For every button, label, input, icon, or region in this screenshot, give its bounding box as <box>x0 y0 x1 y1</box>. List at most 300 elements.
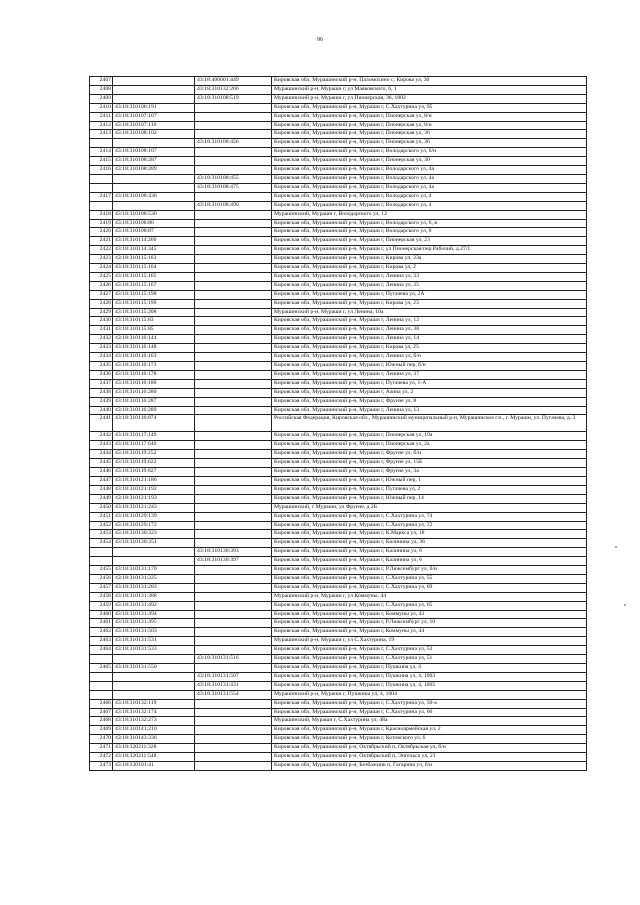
address-cell: Кировская обл, Мурашинский р-н, Мураши г, С.Хахтурина ул, 51 <box>272 655 587 664</box>
row-number-cell: 2425 <box>90 272 113 281</box>
row-number-cell: 2426 <box>90 281 113 290</box>
address-cell: Мурашинский р-н, Мураши г, ул Коммуны, 44 <box>272 592 587 601</box>
table-row <box>90 272 587 281</box>
row-number-cell: 2421 <box>90 237 113 246</box>
old-cadastral-cell: 43:18:310107:107 <box>113 112 195 121</box>
address-cell: Кировская обл, Мурашинский р-н, Мураши г, Кирова ул, 23а <box>272 255 587 264</box>
address-cell: Кировская обл, Мурашинский р-н, Мураши г, Володарского ул, 4а <box>272 183 587 192</box>
old-cadastral-cell: 43:18:310121:186 <box>113 476 195 485</box>
new-cadastral-cell <box>195 353 272 362</box>
address-cell: Кировская обл, Мурашинский р-н, Мураши г, Фрунзе ул, 15Б <box>272 459 587 468</box>
old-cadastral-cell: 43:18:310132:174 <box>113 708 195 717</box>
old-cadastral-cell: 43:18:310108:436 <box>113 192 195 201</box>
address-cell: Кировская обл, Мурашинский р-н, Мураши г, Калинина ул, 36 <box>272 539 587 548</box>
address-cell: Мурашинский, Мураши г, Володарского ул, 12 <box>272 210 587 219</box>
table-row <box>90 335 587 344</box>
table-row <box>90 530 587 539</box>
address-cell: Кировская обл, Мурашинский р-н, Октябрьский п, Октябрьская ул, б/н <box>272 744 587 753</box>
old-cadastral-cell: 43:18:310115:198 <box>113 290 195 299</box>
row-number-cell: 2415 <box>90 157 113 166</box>
row-number-cell: 2417 <box>90 192 113 201</box>
scan-speck <box>624 604 626 606</box>
new-cadastral-cell <box>195 708 272 717</box>
address-cell: Кировская обл, Мурашинский р-н, Мураши г, Пионерская ул, 8/н <box>272 112 587 121</box>
row-number-cell <box>90 139 113 148</box>
old-cadastral-cell: 43:18:310116:874 <box>113 415 195 432</box>
table-row <box>90 761 587 770</box>
old-cadastral-cell: 43:18:310131:170 <box>113 566 195 575</box>
new-cadastral-cell <box>195 192 272 201</box>
table-row <box>90 166 587 175</box>
table-row <box>90 121 587 130</box>
table-row <box>90 450 587 459</box>
row-number-cell: 2407 <box>90 77 113 86</box>
new-cadastral-cell <box>195 406 272 415</box>
old-cadastral-cell: 43:18:310119:622 <box>113 459 195 468</box>
new-cadastral-cell <box>195 592 272 601</box>
old-cadastral-cell: 43:18:320211:548 <box>113 753 195 762</box>
new-cadastral-cell <box>195 210 272 219</box>
row-number-cell <box>90 681 113 690</box>
row-number-cell: 2437 <box>90 379 113 388</box>
row-number-cell: 2455 <box>90 566 113 575</box>
old-cadastral-cell: 43:18:310108:102 <box>113 130 195 139</box>
table-row <box>90 290 587 299</box>
old-cadastral-cell: 43:18:310129:172 <box>113 521 195 530</box>
table-row <box>90 192 587 201</box>
table-row <box>90 388 587 397</box>
old-cadastral-cell: 43:18:310114:260 <box>113 237 195 246</box>
row-number-cell: 2469 <box>90 726 113 735</box>
old-cadastral-cell: 43:18:310116:173 <box>113 362 195 371</box>
old-cadastral-cell: 43:18:310141:210 <box>113 726 195 735</box>
row-number-cell: 2414 <box>90 148 113 157</box>
address-cell: Кировская обл, Мурашинский р-н, Мураши г, Ленина ул, 38 <box>272 326 587 335</box>
old-cadastral-cell: 43:18:310119:252 <box>113 450 195 459</box>
table-row <box>90 494 587 503</box>
old-cadastral-cell: 43:18:310143:336 <box>113 735 195 744</box>
address-cell: Кировская обл, Мурашинский р-н, Мураши г, Кирова ул, 2 <box>272 264 587 273</box>
row-number-cell: 2468 <box>90 717 113 726</box>
address-cell: Кировская обл, Мурашинский р-н, Мураши г, Фрунзе ул, б/н <box>272 450 587 459</box>
table-row <box>90 219 587 228</box>
row-number-cell: 2471 <box>90 744 113 753</box>
new-cadastral-cell <box>195 610 272 619</box>
old-cadastral-cell: 43:18:310131:550 <box>113 664 195 673</box>
old-cadastral-cell <box>113 139 195 148</box>
table-row <box>90 353 587 362</box>
table-row <box>90 94 587 103</box>
new-cadastral-cell <box>195 112 272 121</box>
new-cadastral-cell <box>195 148 272 157</box>
table-row <box>90 637 587 646</box>
row-number-cell: 2472 <box>90 753 113 762</box>
address-cell: Кировская обл, Мурашинский р-н, Мураши г, Кирова ул, 25 <box>272 344 587 353</box>
new-cadastral-cell: 43:18:400601:449 <box>195 77 272 86</box>
address-cell: Кировская обл, Мурашинский р-н, Мураши г, Пионерская ул, 8/н <box>272 121 587 130</box>
old-cadastral-cell <box>113 85 195 94</box>
address-cell: Кировская обл, Мурашинский р-н, Мураши г, Володарского ул, 4 <box>272 201 587 210</box>
new-cadastral-cell <box>195 699 272 708</box>
new-cadastral-cell <box>195 494 272 503</box>
address-cell: Мурашинский р-н, Мураши г, ул Пионерская, 36, 1002 <box>272 94 587 103</box>
new-cadastral-cell <box>195 726 272 735</box>
new-cadastral-cell: 43:18:310130:393 <box>195 548 272 557</box>
new-cadastral-cell <box>195 228 272 237</box>
row-number-cell: 2462 <box>90 628 113 637</box>
table-row <box>90 601 587 610</box>
address-cell: Кировская обл, Мурашинский р-н, Мураши г, С.Хахтурина ул, 74 <box>272 512 587 521</box>
old-cadastral-cell: 43:18:310108:107 <box>113 148 195 157</box>
new-cadastral-cell <box>195 619 272 628</box>
address-cell: Кировская обл, Мурашинский р-н, Мураши г, Коммуны ул, 43 <box>272 610 587 619</box>
old-cadastral-cell <box>113 690 195 699</box>
address-cell: Кировская обл, Мурашинский р-н, Мураши г, Р.Люксембург ул, 10 <box>272 619 587 628</box>
row-number-cell: 2416 <box>90 166 113 175</box>
table-row <box>90 592 587 601</box>
old-cadastral-cell: 43:18:310108:289 <box>113 166 195 175</box>
old-cadastral-cell: 43:18:310121:243 <box>113 503 195 512</box>
new-cadastral-cell <box>195 468 272 477</box>
row-number-cell: 2452 <box>90 521 113 530</box>
old-cadastral-cell <box>113 557 195 566</box>
old-cadastral-cell: 43:18:310116:148 <box>113 344 195 353</box>
address-cell: Кировская обл, Мурашинский р-н, Мураши г, Р.Люксембург ул, б/н <box>272 566 587 575</box>
row-number-cell: 2439 <box>90 397 113 406</box>
address-cell: Кировская обл, Мурашинский р-н, Мураши г, С.Хахтурина ул, 53 <box>272 646 587 655</box>
address-cell: Кировская обл, Мурашинский р-н, Мураши г, С.Хахтурина ул, 66 <box>272 708 587 717</box>
table-row <box>90 201 587 210</box>
table-row <box>90 362 587 371</box>
old-cadastral-cell: 43:18:310116:287 <box>113 397 195 406</box>
table-row <box>90 512 587 521</box>
address-cell: Кировская обл, Мурашинский р-н, Мураши г, Пионерская ул, 36 <box>272 139 587 148</box>
table-row <box>90 735 587 744</box>
table-row <box>90 655 587 664</box>
row-number-cell <box>90 183 113 192</box>
row-number-cell: 2431 <box>90 326 113 335</box>
row-number-cell: 2457 <box>90 583 113 592</box>
old-cadastral-cell: 43:18:310106:191 <box>113 103 195 112</box>
row-number-cell: 2433 <box>90 344 113 353</box>
new-cadastral-cell: 43:18:310131:431 <box>195 681 272 690</box>
old-cadastral-cell: 43:18:310129:139 <box>113 512 195 521</box>
old-cadastral-cell: 43:18:310115:167 <box>113 281 195 290</box>
row-number-cell: 2408 <box>90 85 113 94</box>
table-row <box>90 77 587 86</box>
table-row <box>90 148 587 157</box>
new-cadastral-cell <box>195 121 272 130</box>
address-cell: Кировская обл, Мурашинский р-н, Мураши г, Володарского ул, 6/н <box>272 148 587 157</box>
row-number-cell: 2454 <box>90 539 113 548</box>
old-cadastral-cell: 43:18:310108:86 <box>113 219 195 228</box>
address-cell: Кировская обл, Мурашинский р-н, Паломохино с, Кирова ул, 30 <box>272 77 587 86</box>
table-row <box>90 255 587 264</box>
row-number-cell: 2430 <box>90 317 113 326</box>
new-cadastral-cell: 43:18:310108:475 <box>195 183 272 192</box>
old-cadastral-cell: 43:18:310116:178 <box>113 370 195 379</box>
registry-table-body <box>90 77 587 771</box>
table-row <box>90 326 587 335</box>
row-number-cell: 2443 <box>90 441 113 450</box>
address-cell: Кировская обл, Мурашинский р-н, Мураши г, Ленина ул, 14 <box>272 335 587 344</box>
row-number-cell: 2470 <box>90 735 113 744</box>
table-row <box>90 744 587 753</box>
new-cadastral-cell <box>195 503 272 512</box>
address-cell: Кировская обл, Мурашинский р-н, Мураши г, Азина ул, 2 <box>272 388 587 397</box>
address-cell: Кировская обл, Мурашинский р-н, Мураши г, Ленина ул, 33 <box>272 272 587 281</box>
address-cell: Кировская обл, Мурашинский р-н, Мураши г, Пионерская ул, 30 <box>272 157 587 166</box>
table-row <box>90 610 587 619</box>
address-cell: Кировская обл, Мурашинский р-н, Мураши г, Калинина ул, 6 <box>272 557 587 566</box>
table-row <box>90 459 587 468</box>
old-cadastral-cell: 43:18:310116:180 <box>113 379 195 388</box>
address-cell: Мурашинский, г Мураши, ул Фрунзе, д 2Б <box>272 503 587 512</box>
old-cadastral-cell: 43:18:310115:164 <box>113 264 195 273</box>
address-cell: Кировская обл, Мурашинский р-н, Мураши г, Ленина ул, 13 <box>272 406 587 415</box>
address-cell: Кировская обл, Мурашинский р-н, Мураши г, Красноармейская ул, 2 <box>272 726 587 735</box>
row-number-cell: 2449 <box>90 494 113 503</box>
new-cadastral-cell <box>195 219 272 228</box>
new-cadastral-cell <box>195 459 272 468</box>
old-cadastral-cell: 43:18:310115:199 <box>113 299 195 308</box>
table-row <box>90 246 587 255</box>
table-row <box>90 441 587 450</box>
address-cell: Кировская обл, Мурашинский р-н, Мураши г, Пугачева ул, 2А <box>272 290 587 299</box>
new-cadastral-cell <box>195 264 272 273</box>
table-row <box>90 299 587 308</box>
new-cadastral-cell <box>195 539 272 548</box>
row-number-cell: 2410 <box>90 103 113 112</box>
row-number-cell: 2456 <box>90 574 113 583</box>
table-row <box>90 308 587 317</box>
row-number-cell: 2438 <box>90 388 113 397</box>
old-cadastral-cell: 43:18:320211:328 <box>113 744 195 753</box>
table-row <box>90 699 587 708</box>
new-cadastral-cell <box>195 646 272 655</box>
row-number-cell: 2466 <box>90 699 113 708</box>
address-cell: Кировская обл, Мурашинский р-н, Мураши г, Ленина ул, б/н <box>272 353 587 362</box>
address-cell: Мурашинский, Мураши г, С.Хахтурина ул, 48а <box>272 717 587 726</box>
page-number: 96 <box>317 37 323 43</box>
old-cadastral-cell <box>113 183 195 192</box>
new-cadastral-cell <box>195 237 272 246</box>
table-row <box>90 264 587 273</box>
address-cell: Кировская обл, Мурашинский р-н, Мураши г, С.Хахтурина ул, 55 <box>272 574 587 583</box>
old-cadastral-cell: 43:18:310117:640 <box>113 441 195 450</box>
old-cadastral-cell: 43:18:310108:530 <box>113 210 195 219</box>
new-cadastral-cell <box>195 628 272 637</box>
old-cadastral-cell: 43:18:310116:289 <box>113 406 195 415</box>
address-cell: Кировская обл, Мурашинский р-н, Мураши г, С.Хахтурина ул, 65 <box>272 601 587 610</box>
row-number-cell: 2411 <box>90 112 113 121</box>
table-row <box>90 370 587 379</box>
table-row <box>90 139 587 148</box>
old-cadastral-cell: 43:18:310121:192 <box>113 485 195 494</box>
table-row <box>90 646 587 655</box>
table-row <box>90 432 587 441</box>
new-cadastral-cell <box>195 566 272 575</box>
table-row <box>90 503 587 512</box>
row-number-cell: 2429 <box>90 308 113 317</box>
address-cell: Кировская обл, Мурашинский р-н, Мураши г, Южный пер, б/н <box>272 362 587 371</box>
row-number-cell: 2461 <box>90 619 113 628</box>
address-cell: Кировская обл, Мурашинский р-н, Мураши г, Пионерская ул, 2а <box>272 441 587 450</box>
old-cadastral-cell: 43:18:310117:149 <box>113 432 195 441</box>
row-number-cell: 2460 <box>90 610 113 619</box>
table-row <box>90 574 587 583</box>
new-cadastral-cell <box>195 344 272 353</box>
table-row <box>90 583 587 592</box>
new-cadastral-cell <box>195 335 272 344</box>
address-cell: Кировская обл, Мурашинский р-н, Безбожник п, Гагарина ул, б/н <box>272 761 587 770</box>
new-cadastral-cell <box>195 485 272 494</box>
table-row <box>90 317 587 326</box>
row-number-cell: 2458 <box>90 592 113 601</box>
row-number-cell: 2465 <box>90 664 113 673</box>
new-cadastral-cell: 43:18:310131:507 <box>195 672 272 681</box>
address-cell: Кировская обл, Мурашинский р-н, Мураши г, Пугачева ул, 2 <box>272 485 587 494</box>
address-cell: Мурашинский р-н, Мураши г, ул Маяковского, 6, 1 <box>272 85 587 94</box>
table-row <box>90 690 587 699</box>
row-number-cell <box>90 548 113 557</box>
old-cadastral-cell: 43:18:310132:119 <box>113 699 195 708</box>
new-cadastral-cell <box>195 362 272 371</box>
old-cadastral-cell: 43:18:310108:287 <box>113 157 195 166</box>
old-cadastral-cell: 43:18:310114:345 <box>113 246 195 255</box>
row-number-cell: 2424 <box>90 264 113 273</box>
row-number-cell: 2440 <box>90 406 113 415</box>
old-cadastral-cell: 43:18:310131:495 <box>113 619 195 628</box>
address-cell: Кировская обл, Мурашинский р-н, Мураши г, С.Хахтурина ул, 72 <box>272 521 587 530</box>
old-cadastral-cell: 43:18:310107:110 <box>113 121 195 130</box>
table-row <box>90 210 587 219</box>
new-cadastral-cell <box>195 272 272 281</box>
new-cadastral-cell <box>195 308 272 317</box>
row-number-cell: 2427 <box>90 290 113 299</box>
new-cadastral-cell <box>195 441 272 450</box>
row-number-cell <box>90 174 113 183</box>
table-row <box>90 708 587 717</box>
address-cell: Кировская обл, Мурашинский р-н, Мураши г, Калинина ул, 6 <box>272 548 587 557</box>
row-number-cell: 2409 <box>90 94 113 103</box>
old-cadastral-cell: 43:18:310130:323 <box>113 530 195 539</box>
row-number-cell: 2418 <box>90 210 113 219</box>
table-row <box>90 548 587 557</box>
old-cadastral-cell <box>113 174 195 183</box>
address-cell: Кировская обл, Мурашинский р-н, Мураши г, С.Хахтурина ул, 50-а <box>272 699 587 708</box>
new-cadastral-cell: 43:18:310108:519 <box>195 94 272 103</box>
row-number-cell: 2444 <box>90 450 113 459</box>
table-row <box>90 130 587 139</box>
table-row <box>90 476 587 485</box>
new-cadastral-cell <box>195 637 272 646</box>
table-row <box>90 112 587 121</box>
table-row <box>90 174 587 183</box>
address-cell: Кировская обл, Мурашинский р-н, Мураши г, Пионерская ул, 23 <box>272 237 587 246</box>
address-cell: Кировская обл, Мурашинский р-н, Октябрьский п, Энгельса ул, 21 <box>272 753 587 762</box>
old-cadastral-cell <box>113 655 195 664</box>
table-row <box>90 619 587 628</box>
new-cadastral-cell <box>195 388 272 397</box>
old-cadastral-cell: 43:18:310115:165 <box>113 272 195 281</box>
row-number-cell <box>90 201 113 210</box>
new-cadastral-cell: 43:18:310132:266 <box>195 85 272 94</box>
address-cell: Кировская обл, Мурашинский р-н, Мураши г, Южный пер, 14 <box>272 494 587 503</box>
new-cadastral-cell <box>195 379 272 388</box>
new-cadastral-cell: 43:18:310131:516 <box>195 655 272 664</box>
row-number-cell: 2423 <box>90 255 113 264</box>
row-number-cell: 2442 <box>90 432 113 441</box>
new-cadastral-cell <box>195 281 272 290</box>
old-cadastral-cell: 43:18:310116:280 <box>113 388 195 397</box>
new-cadastral-cell <box>195 512 272 521</box>
old-cadastral-cell: 43:18:310115:85 <box>113 326 195 335</box>
old-cadastral-cell: 43:18:310130:351 <box>113 539 195 548</box>
address-cell: Кировская обл, Мурашинский р-н, Мураши г, Володарского ул, 4 <box>272 192 587 201</box>
row-number-cell: 2428 <box>90 299 113 308</box>
old-cadastral-cell <box>113 548 195 557</box>
new-cadastral-cell <box>195 103 272 112</box>
address-cell: Кировская обл, Мурашинский р-н, Мураши г, Володарского ул, 4а <box>272 174 587 183</box>
table-row <box>90 672 587 681</box>
table-row <box>90 103 587 112</box>
old-cadastral-cell: 43:18:310116:144 <box>113 335 195 344</box>
table-row <box>90 157 587 166</box>
address-cell: Кировская обл, Мурашинский р-н, Мураши г, Пушкина ул, 4 <box>272 664 587 673</box>
table-row <box>90 183 587 192</box>
address-cell: Кировская обл, Мурашинский р-н, Мураши г, К.Маркса ул, 18 <box>272 530 587 539</box>
new-cadastral-cell <box>195 761 272 770</box>
new-cadastral-cell <box>195 583 272 592</box>
row-number-cell: 2432 <box>90 335 113 344</box>
new-cadastral-cell <box>195 574 272 583</box>
old-cadastral-cell: 43:18:310131:533 <box>113 646 195 655</box>
address-cell: Кировская обл, Мурашинский р-н, Мураши г, Южный пер, 1 <box>272 476 587 485</box>
address-cell: Кировская обл, Мурашинский р-н, Мураши г, Ленина ул, 25 <box>272 281 587 290</box>
table-row <box>90 406 587 415</box>
row-number-cell: 2445 <box>90 459 113 468</box>
address-cell: Кировская обл, Мурашинский р-н, Мураши г, Пугачева ул, 1-А <box>272 379 587 388</box>
row-number-cell: 2459 <box>90 601 113 610</box>
new-cadastral-cell: 43:18:310108:455 <box>195 174 272 183</box>
old-cadastral-cell: 43:18:310131:494 <box>113 610 195 619</box>
address-cell: Кировская обл, Мурашинский р-н, Мураши г, Коммуны ул, 44 <box>272 628 587 637</box>
row-number-cell: 2448 <box>90 485 113 494</box>
table-row <box>90 521 587 530</box>
address-cell: Кировская обл, Мурашинский р-н, Мураши г, С.Хахтурина ул, 95 <box>272 103 587 112</box>
table-row <box>90 566 587 575</box>
new-cadastral-cell <box>195 753 272 762</box>
table-row <box>90 539 587 548</box>
new-cadastral-cell <box>195 450 272 459</box>
row-number-cell: 2420 <box>90 228 113 237</box>
new-cadastral-cell <box>195 530 272 539</box>
address-cell: Мурашинский р-н, Мураши г, Пушкина ул, 4, 1004 <box>272 690 587 699</box>
new-cadastral-cell <box>195 255 272 264</box>
row-number-cell: 2451 <box>90 512 113 521</box>
table-row <box>90 557 587 566</box>
table-row <box>90 726 587 735</box>
table-row <box>90 397 587 406</box>
table-row <box>90 415 587 432</box>
address-cell: Кировская обл, Мурашинский р-н, Мураши г, Кирова ул, 23 <box>272 299 587 308</box>
new-cadastral-cell <box>195 415 272 432</box>
row-number-cell: 2435 <box>90 362 113 371</box>
table-row <box>90 281 587 290</box>
row-number-cell: 2422 <box>90 246 113 255</box>
new-cadastral-cell <box>195 299 272 308</box>
